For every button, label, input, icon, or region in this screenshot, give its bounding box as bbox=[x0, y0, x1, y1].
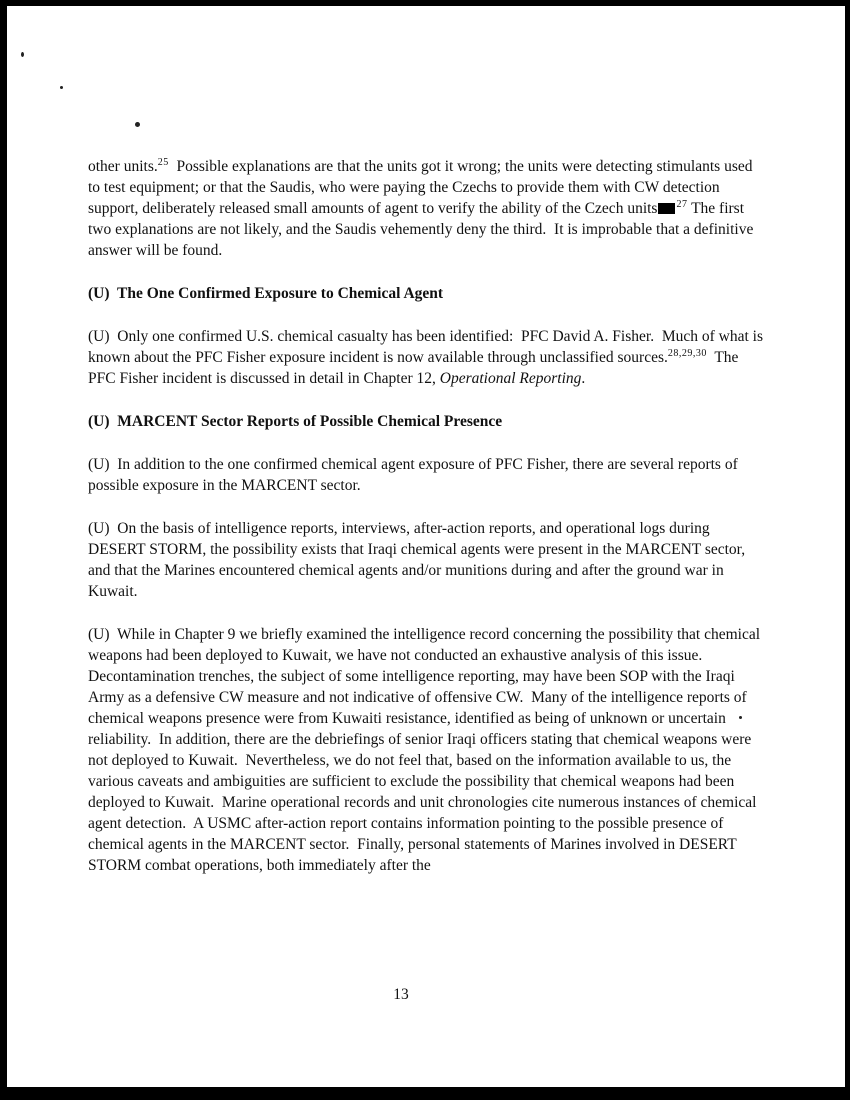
text-run: . bbox=[581, 370, 586, 387]
text-run: The PFC Fisher incident is discussed in detail in Chapter 12, bbox=[88, 349, 743, 387]
section-heading-marcent-reports: (U) MARCENT Sector Reports of Possible Chemical Presence bbox=[88, 413, 503, 430]
paragraph-desert-storm-basis: (U) On the basis of intelligence reports, interviews, after-action reports, and operational logs during DESERT STORM, the possibility exists that Iraqi chemical agents were present in the MARCENT sector, and that the Marines encountered chemical agents and/or munitions during and after the ground war in Kuwait. bbox=[88, 520, 749, 600]
paragraph-pfc-fisher bbox=[88, 326, 767, 389]
scan-border-bottom bbox=[0, 1087, 850, 1100]
page-number: 13 bbox=[393, 986, 409, 1003]
footnote-superscript: 28,29,30 bbox=[667, 347, 707, 359]
redaction-mark bbox=[658, 203, 675, 214]
paragraph-marcent-intro: (U) In addition to the one confirmed chemical agent exposure of PFC Fisher, there are several reports of possible exposure in the MARCENT sector. bbox=[88, 456, 742, 494]
paragraph-chapter9-analysis: (U) While in Chapter 9 we briefly examined the intelligence record concerning the possibility that chemical weapons had been deployed to Kuwait, we have not conducted an exhaustive analysis of this issue. Decontamination trenches, the subject of some intelligence reporting, may have been SOP with the Iraqi Army as a defensive CW measure and not indicative of offensive CW. Many of the intelligence reports of chemical weapons presence were from Kuwaiti resistance, identified as being of unknown or uncertain reliability. In addition, there are the debriefings of senior Iraqi officers stating that chemical weapons were not deployed to Kuwait. Nevertheless, we do not feel that, based on the information available to us, the various caveats and ambiguities are sufficient to exclude the possibility that chemical weapons had been deployed to Kuwait. Marine operational records and unit chronologies cite numerous instances of chemical agent detection. A USMC after-action report contains information pointing to the possible presence of chemical agents in the MARCENT sector. Finally, personal statements of Marines involved in DESERT STORM combat operations, both immediately after the bbox=[88, 626, 764, 874]
text-run: (U) Only one confirmed U.S. chemical casualty has been identified: PFC David A. Fisher. Much of what is known about the PFC Fisher exposure incident is now available through unclassified sources. bbox=[88, 328, 767, 366]
scan-border-right bbox=[845, 0, 850, 1100]
section-heading-confirmed-exposure: (U) The One Confirmed Exposure to Chemical Agent bbox=[88, 285, 444, 302]
document-body bbox=[88, 156, 767, 898]
scan-border-left bbox=[0, 0, 7, 1100]
scan-artifact bbox=[135, 122, 140, 127]
scan-artifact bbox=[60, 86, 63, 89]
footnote-superscript: 27 bbox=[676, 198, 688, 210]
text-run: other units. bbox=[88, 158, 158, 175]
scan-artifact bbox=[21, 52, 24, 57]
text-run: The first two explanations are not likely, and the Saudis vehemently deny the third. It is improbable that a definitive answer will be found. bbox=[88, 200, 758, 259]
paragraph-explanations bbox=[88, 156, 764, 261]
italic-text: Operational Reporting bbox=[439, 370, 582, 387]
footnote-superscript: 25 bbox=[157, 156, 169, 168]
scan-border-top bbox=[0, 0, 850, 6]
text-run: Possible explanations are that the units got it wrong; the units were detecting stimulants used to test equipment; or that the Saudis, who were paying the Czechs to provide them with CW detection support, deliberately released small amounts of agent to verify the ability of the Czech units bbox=[88, 158, 757, 217]
